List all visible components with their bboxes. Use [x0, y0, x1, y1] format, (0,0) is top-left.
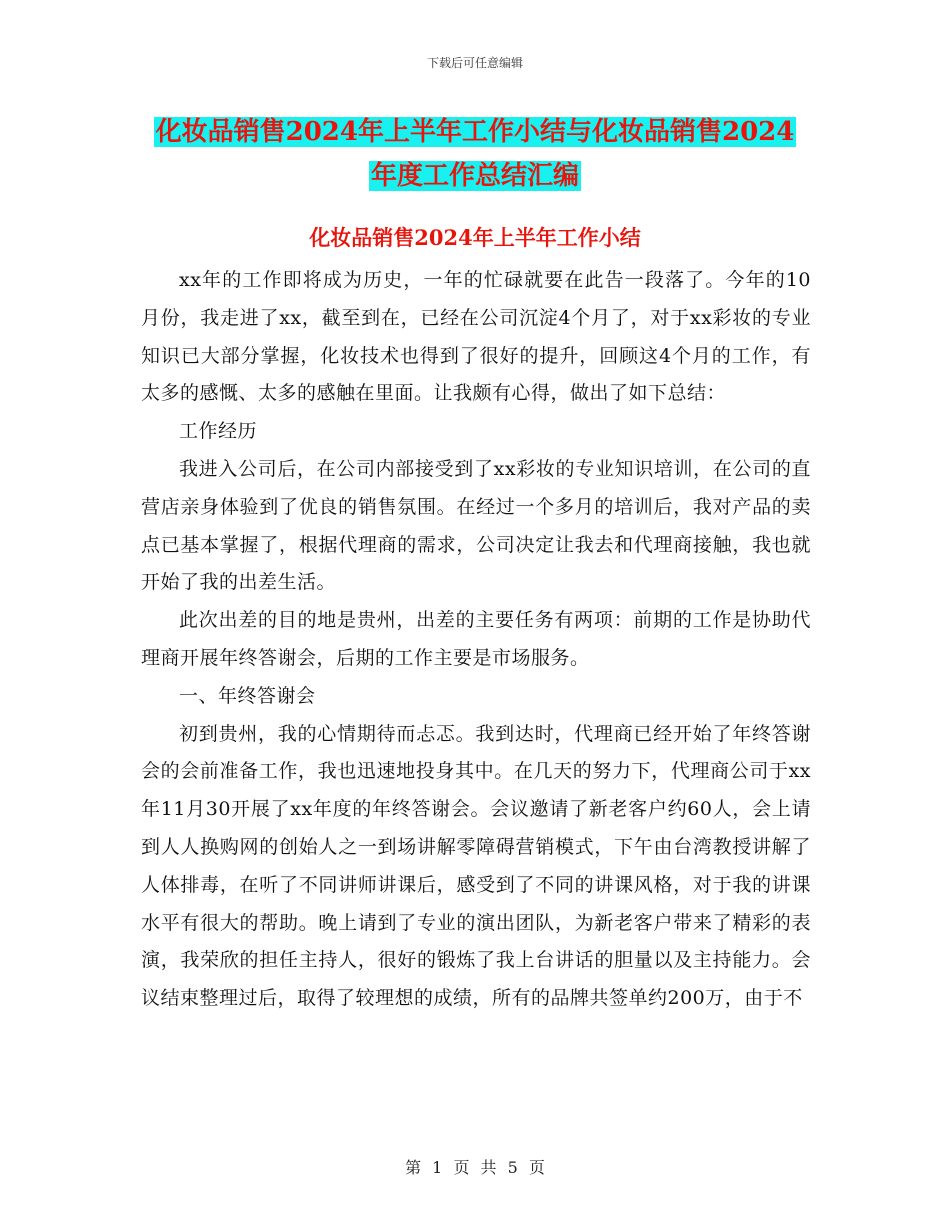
page-number-footer: 第 1 页 共 5 页 [405, 1158, 545, 1177]
paragraph-heading-annual-meeting: 一、年终答谢会 [179, 684, 316, 707]
paragraph-business-trip: 此次出差的目的地是贵州，出差的主要任务有两项：前期的工作是协助代理商开展年终答谢会，后期的工作主要是市场服务。 [141, 609, 811, 669]
document-title-line-1: 化妆品销售2024年上半年工作小结与化妆品销售2024 [155, 117, 795, 147]
paragraph-training: 我进入公司后，在公司内部接受到了xx彩妆的专业知识培训，在公司的直营店亲身体验到了优良的销售氛围。在经过一个多月的培训后，我对产品的卖点已基本掌握了，根据代理商的需求，公司决定让我去和代理商接触，我也就开始了我的出差生活。 [141, 457, 811, 594]
paragraph-heading-work-experience: 工作经历 [179, 420, 258, 443]
document-title [0, 110, 950, 198]
document-title-line-2: 年度工作总结汇编 [370, 161, 579, 191]
paragraph-intro: xx年的工作即将成为历史，一年的忙碌就要在此告一段落了。今年的10月份，我走进了xx，截至到在，已经在公司沉淀4个月了，对于xx彩妆的专业知识已大部分掌握，化妆技术也得到了很好的提升，回顾这4个月的工作，有太多的感慨、太多的感触在里面。让我颇有心得，做出了如下总结： [141, 269, 811, 405]
document-body [141, 262, 811, 1018]
section-title: 化妆品销售2024年上半年工作小结 [309, 225, 641, 250]
paragraph-annual-meeting: 初到贵州，我的心情期待而忐忑。我到达时，代理商已经开始了年终答谢会的会前准备工作，我也迅速地投身其中。在几天的努力下，代理商公司于xx年11月30开展了xx年度的年终答谢会。会议邀请了新老客户约60人，会上请到人人换购网的创始人之一到场讲解零障碍营销模式，下午由台湾教授讲解了人体排毒，在听了不同讲师讲课后，感受到了不同的讲课风格，对于我的讲课水平有很大的帮助。晚上请到了专业的演出团队，为新老客户带来了精彩的表演，我荣欣的担任主持人，很好的锻炼了我上台讲话的胆量以及主持能力。会议结束整理过后，取得了较理想的成绩，所有的品牌共签单约200万，由于不 [141, 722, 811, 1010]
page-header-note: 下载后可任意编辑 [426, 56, 523, 70]
